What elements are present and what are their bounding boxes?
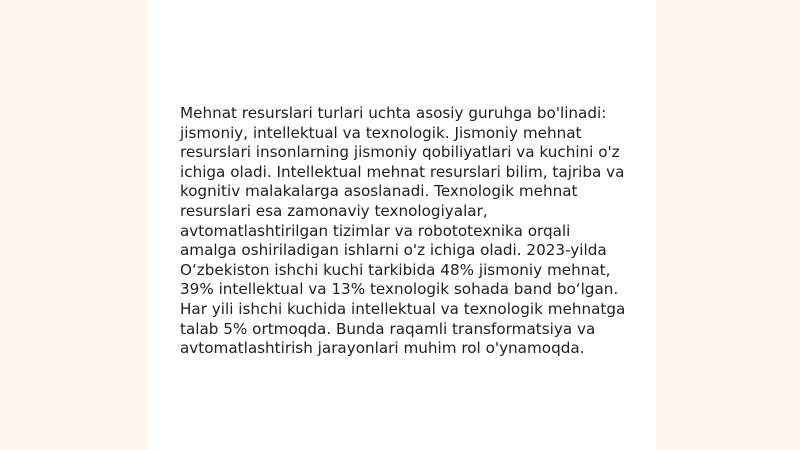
body-paragraph: Mehnat resurslari turlari uchta asosiy guruhga bo'linadi: jismoniy, intellektual va texnologik. Jismoniy mehnat resurslari insonlarning jismoniy qobiliyatlari va kuchini o'z ichiga oladi. Intellektual mehnat resurslari bilim, tajriba va kognitiv malakalarga asoslanadi. Texnologik mehnat resurslari esa zamonaviy texnologiyalar, avtomatlashtirilgan tizimlar va robototexnika orqali amalga oshiriladigan ishlarni o'z ichiga oladi. 2023-yilda O‘zbekiston ishchi kuchi tarkibida 48% jismoniy mehnat, 39% intellektual va 13% texnologik sohada band bo‘lgan. Har yili ishchi kuchida intellektual va texnologik mehnatga talab 5% ortmoqda. Bunda raqamli transformatsiya va avtomatlashtirish jarayonlari muhim rol o'ynamoqda. — [180, 104, 626, 358]
document-page — [148, 0, 656, 450]
